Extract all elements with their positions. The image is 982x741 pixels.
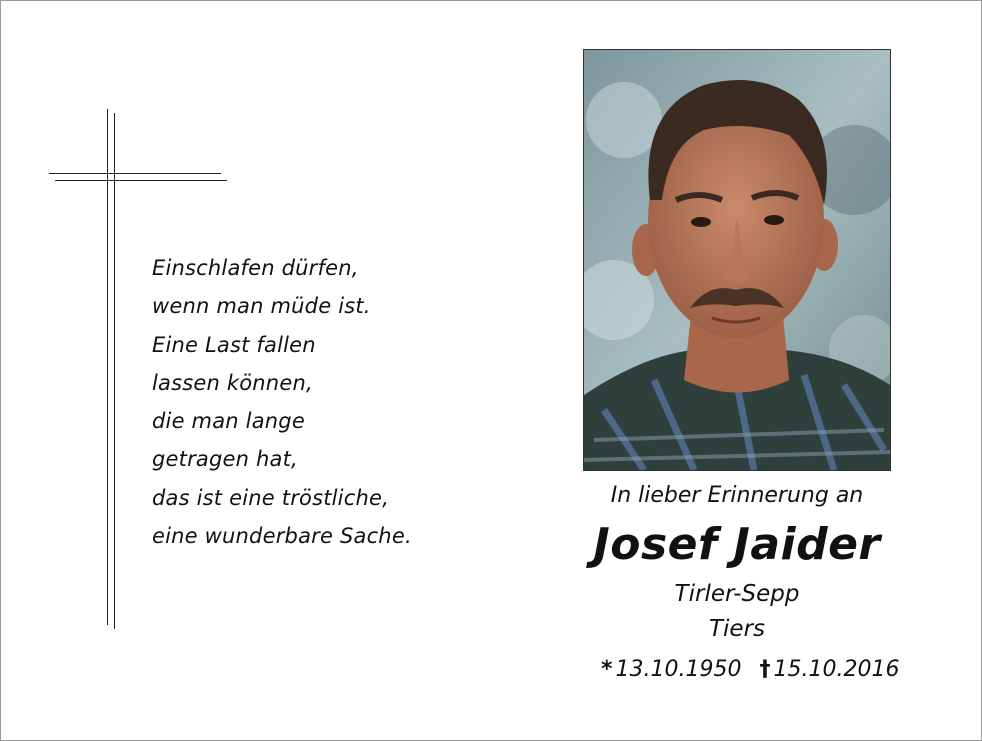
nickname: Tirler-Sepp	[674, 581, 800, 607]
life-dates	[601, 657, 900, 682]
cross-vertical-line	[114, 113, 115, 629]
poem-line: eine wunderbare Sache.	[152, 524, 412, 549]
cross-horizontal-line	[49, 173, 221, 174]
death-date: 15.10.2016	[773, 657, 900, 682]
deceased-name: Josef Jaider	[593, 519, 881, 570]
birth-date: 13.10.1950	[615, 657, 742, 682]
poem-line: Einschlafen dürfen,	[152, 256, 359, 280]
poem	[152, 253, 412, 559]
cross-vertical-line	[107, 109, 108, 625]
poem-line: das ist eine tröstliche,	[152, 485, 389, 510]
portrait-illustration	[584, 50, 890, 470]
poem-line: die man lange	[152, 409, 305, 434]
poem-line: wenn man müde ist.	[152, 294, 371, 319]
poem-line: lassen können,	[152, 370, 313, 395]
poem-line: Eine Last fallen	[152, 332, 316, 357]
death-cross-icon: †	[759, 657, 771, 682]
poem-line: getragen hat,	[152, 447, 298, 472]
birth-star-icon: *	[601, 657, 613, 682]
hometown: Tiers	[708, 616, 766, 642]
cross-horizontal-line	[55, 180, 227, 181]
memorial-intro: In lieber Erinnerung an	[610, 483, 864, 508]
portrait-photo	[583, 49, 891, 471]
